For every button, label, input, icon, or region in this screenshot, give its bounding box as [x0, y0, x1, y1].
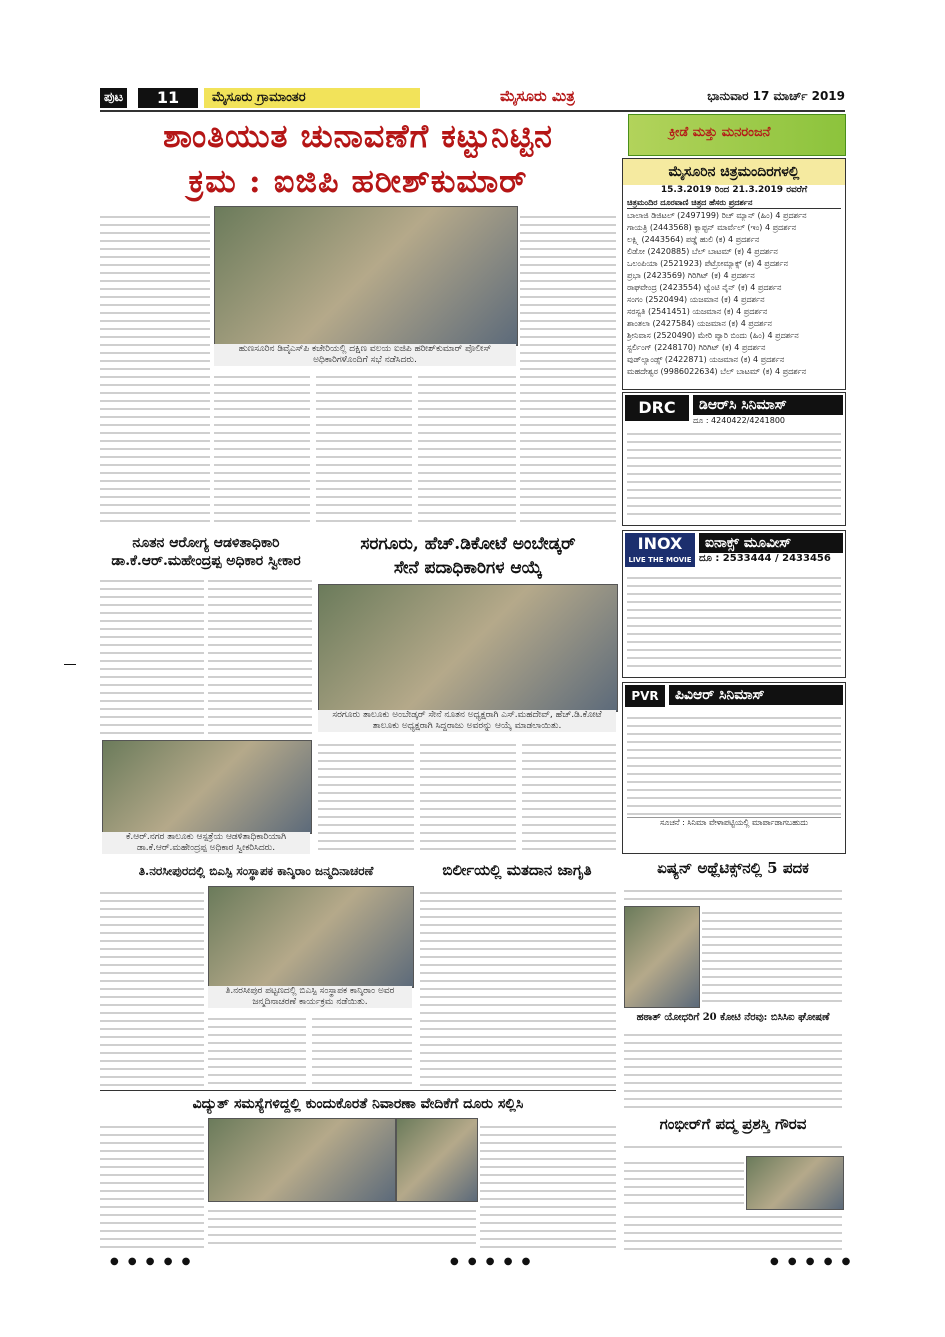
cinema-row: ಶಾಂತಲಾ (2427584) ಯಜಮಾನ (ಕ) 4 ಪ್ರದರ್ಶನ: [627, 319, 772, 328]
kanshiram-column-2: [208, 1012, 306, 1086]
electricity-column-3: [480, 1120, 616, 1250]
inox-logo: [625, 533, 695, 567]
health-officer-headline-line1: ನೂತನ ಆರೋಗ್ಯ ಆಡಳಿತಾಧಿಕಾರಿ: [132, 535, 280, 551]
margin-mark: [64, 664, 76, 665]
asian-athletics-text: [702, 906, 842, 1006]
gambhir-text-1: [624, 1156, 744, 1208]
drc-showtimes: [627, 427, 841, 521]
drc-title: ಡಿಆರ್‌ಸಿ ಸಿನಿಮಾಸ್: [693, 395, 843, 415]
cinema-row: ಗಾಯತ್ರಿ (2443568) ಕ್ಯಾಪ್ಟನ್ ಮಾರ್ವೆಲ್ (ಇಂ) 4 ಪ್ರದರ್ಶನ: [627, 223, 797, 232]
section-name: ಮೈಸೂರು ಗ್ರಾಮಾಂತರ: [204, 88, 420, 108]
cinema-title: ಮೈಸೂರಿನ ಚಿತ್ರಮಂದಿರಗಳಲ್ಲಿ: [623, 159, 845, 185]
electricity-column-1: [100, 1120, 204, 1250]
issue-date: ಭಾನುವಾರ 17 ಮಾರ್ಚ್ 2019: [707, 89, 845, 103]
voting-story-text: [420, 886, 616, 1086]
lead-headline: [100, 114, 616, 204]
hatath-text: [624, 1028, 842, 1108]
ambedkar-column-1: [318, 738, 414, 850]
lead-headline-line1: ಶಾಂತಿಯುತ ಚುನಾವಣೆಗೆ ಕಟ್ಟುನಿಟ್ಟಿನ: [163, 117, 553, 155]
ambedkar-photo: [318, 584, 618, 712]
cinema-row: ಸಂಗಂ (2520494) ಯಜಮಾನ (ಕ) 4 ಪ್ರದರ್ಶನ: [627, 295, 765, 304]
lead-story-column-2: [214, 370, 310, 528]
hatath-headline: ಹಠಾತ್ ಯೋಧರಿಗೆ 20 ಕೋಟಿ ನೆರವು: ಬಿಸಿಸಿಐ ಘೋಷಣೆ: [636, 1012, 830, 1023]
ambedkar-caption: ಸರಗೂರು ತಾಲೂಕು ಅಂಬೇಡ್ಕರ್ ಸೇನೆ ನೂತನ ಅಧ್ಯಕ್ಷರಾಗಿ ಎಸ್.ಮಹದೇವ್, ಹೆಚ್.ಡಿ.ಕೋಟೆ ತಾಲೂಕು ಅಧ್ಯಕ್ಷರಾಗಿ ಸಿದ್ದರಾಜು ಅವರನ್ನು ಆಯ್ಕೆ ಮಾಡಲಾಯಿತು.: [318, 710, 616, 732]
cinema-row: ಶ್ರೀನಿವಾಸ (2520490) ಮೇರಿ ಪ್ಯಾರಿ ಬಿಂದು (ಹಿಂ) 4 ಪ್ರದರ್ಶನ: [627, 331, 799, 340]
gambhir-photo: [746, 1156, 844, 1210]
cinema-row: ವುಡ್‌ಲ್ಯಾಂಡ್ಸ್ (2422871) ಯಜಮಾನ (ಕ) 4 ಪ್ರದರ್ಶನ: [627, 355, 785, 364]
masthead-logo: ಮೈಸೂರು ಮಿತ್ರ: [500, 87, 575, 105]
inox-box: [622, 530, 846, 678]
ambedkar-column-2: [420, 738, 516, 850]
ambedkar-column-3: [522, 738, 616, 850]
asian-athletics-headline: ಏಷ್ಯನ್ ಅಥ್ಲೆಟಿಕ್ಸ್‌ನಲ್ಲಿ 5 ಪದಕ: [657, 859, 809, 877]
kanshiram-column-3: [312, 1012, 412, 1086]
health-officer-column-1: [100, 574, 204, 736]
kanshiram-column-1: [100, 886, 204, 1086]
gambhir-text-2: [624, 1210, 842, 1250]
cinema-column-headers: ಚಿತ್ರಮಂದಿರ ದೂರವಾಣಿ ಚಿತ್ರದ ಹೆಸರು ಪ್ರದರ್ಶನ: [627, 198, 841, 209]
inox-logo-text: INOX: [637, 534, 683, 553]
ambedkar-headline: [318, 532, 618, 580]
health-officer-column-2: [208, 574, 312, 736]
lead-story-column-3b: [418, 370, 516, 528]
lead-story-caption: ಹುಣಸೂರಿನ ಡಿವೈಎಸ್‌ಪಿ ಕಚೇರಿಯಲ್ಲಿ ದಕ್ಷಿಣ ವಲಯ ಐಜಿಪಿ ಹರೀಶ್‌ಕುಮಾರ್ ಪೊಲೀಸ್ ಅಧಿಕಾರಿಗಳೊಂದಿಗೆ ಸಭೆ ನಡೆಸಿದರು.: [214, 344, 516, 366]
header-rule: [100, 110, 845, 112]
inox-phone: ದೂ : 2533444 / 2433456: [699, 553, 831, 564]
gambhir-headline: ಗಂಭೀರ್‌ಗೆ ಪದ್ಮ ಪ್ರಶಸ್ತಿ ಗೌರವ: [659, 1115, 807, 1133]
kanshiram-photo: [208, 886, 414, 988]
page-number: 11: [138, 88, 198, 108]
health-officer-headline-line2: ಡಾ.ಕೆ.ಆರ್.ಮಹೇಂದ್ರಪ್ಪ ಅಧಿಕಾರ ಸ್ವೀಕಾರ: [111, 553, 301, 569]
lead-story-photo: [214, 206, 518, 346]
cinema-date-range: 15.3.2019 ರಿಂದ 21.3.2019 ರವರೆಗೆ: [660, 185, 808, 195]
electricity-photo-right: [396, 1118, 478, 1202]
sports-banner: [628, 114, 846, 156]
cinema-row: ರಾಘವೇಂದ್ರ (2423554) ಟ್ವೆಂಟಿ ನೈನ್ (ಕ) 4 ಪ್ರದರ್ಶನ: [627, 283, 782, 292]
pvr-logo: PVR: [625, 685, 665, 707]
cinema-row: ಸರಸ್ವತಿ (2541451) ಯಜಮಾನ (ಕ) 4 ಪ್ರದರ್ಶನ: [627, 307, 768, 316]
health-officer-photo: [102, 740, 312, 834]
kanshiram-headline: ತಿ.ನರಸೀಪುರದಲ್ಲಿ ಬಿಎಸ್ಪಿ ಸಂಸ್ಥಾಪಕ ಕಾನ್ಶಿರಾಂ ಜನ್ಮದಿನಾಚರಣೆ: [138, 864, 374, 878]
cinema-row: ಒಲಂಪಿಯಾ (2521923) ಪೆಟ್ರೋಮ್ಯಾಕ್ಸ್ (ಕ) 4 ಪ್ರದರ್ಶನ: [627, 259, 789, 268]
drc-logo: DRC: [625, 395, 689, 421]
ambedkar-headline-line2: ಸೇನೆ ಪದಾಧಿಕಾರಿಗಳ ಆಯ್ಕೆ: [393, 558, 543, 578]
cinema-row: ಲಕ್ಷ್ಮಿ (2443564) ಪಡ್ಡೆ ಹುಲಿ (ಕ) 4 ಪ್ರದರ್ಶನ: [627, 235, 760, 244]
health-officer-headline: [100, 534, 312, 570]
cinema-listing-box: [622, 158, 846, 390]
lead-story-column-1: [100, 210, 210, 528]
cinema-row: ಪ್ರಭಾ (2423569) ಗಿರಿಗಿಟ್ (ಕ) 4 ಪ್ರದರ್ಶನ: [627, 271, 755, 280]
asian-athletics-photo: [624, 906, 700, 1008]
pvr-title: ಪಿವಿಆರ್ ಸಿನಿಮಾಸ್: [669, 685, 843, 705]
drc-cinemas-box: [622, 392, 846, 526]
page-label: ಪುಟ: [100, 88, 127, 108]
lead-story-column-3a: [316, 370, 412, 528]
cinema-row: ಬಾಲಾಜಿ ಡಿಜಿಟಲ್ (2497199) ರಿಚ್ ಮ್ಯಾನ್ (ಹಿಂ) 4 ಪ್ರದರ್ಶನ: [627, 211, 807, 220]
electricity-top-rule: [100, 1090, 616, 1091]
inox-tagline: LIVE THE MOVIE: [628, 556, 692, 564]
voting-headline: ಬಿರ್ಲೀಯಲ್ಲಿ ಮತದಾನ ಜಾಗೃತಿ: [442, 861, 592, 879]
electricity-headline: ವಿದ್ಯುತ್ ಸಮಸ್ಯೆಗಳಿದ್ದಲ್ಲಿ ಕುಂದುಕೊರತೆ ನಿವಾರಣಾ ವೇದಿಕೆಗೆ ದೂರು ಸಲ್ಲಿಸಿ: [192, 1096, 524, 1112]
asian-athletics-intro: [624, 884, 842, 904]
cinema-row: ಮಹದೇಶ್ವರ (9986022634) ಬೆಲ್ ಬಾಟಮ್ (ಕ) 4 ಪ್ರದರ್ಶನ: [627, 367, 807, 376]
lead-story-column-4: [520, 210, 616, 528]
ambedkar-headline-line1: ಸರಗೂರು, ಹೆಚ್.ಡಿಕೋಟೆ ಅಂಬೇಡ್ಕರ್: [360, 534, 576, 554]
cinema-row: ಸ್ಟರ್ಲಿಂಗ್ (2248170) ಗಿರಿಗಿಟ್ (ಕ) 4 ಪ್ರದರ್ಶನ: [627, 343, 766, 352]
inox-title: ಐನಾಕ್ಸ್ ಮೂವೀಸ್: [699, 533, 843, 553]
registration-marks-right: ● ● ● ● ●: [770, 1256, 854, 1267]
pvr-box: [622, 682, 846, 854]
cinema-row: ಲಿಡೋ (2420885) ಬೆಲ್ ಬಾಟಮ್ (ಕ) 4 ಪ್ರದರ್ಶನ: [627, 247, 778, 256]
pvr-showtimes: [627, 711, 841, 815]
electricity-column-2: [208, 1204, 476, 1250]
electricity-photo-left: [208, 1118, 396, 1202]
registration-marks-center: ● ● ● ● ●: [450, 1256, 534, 1267]
sports-banner-label: ಕ್ರೀಡೆ ಮತ್ತು ಮನರಂಜನೆ: [669, 125, 771, 140]
gambhir-intro: [624, 1140, 842, 1154]
page-header: [100, 88, 845, 110]
lead-headline-line2: ಕ್ರಮ : ಐಜಿಪಿ ಹರೀಶ್‌ಕುಮಾರ್: [188, 162, 528, 200]
pvr-note: ಸೂಚನೆ : ಸಿನಿಮಾ ವೇಳಾಪಟ್ಟಿಯಲ್ಲಿ ಮಾರ್ಪಾಡಾಗಬಹುದು: [627, 817, 841, 850]
inox-showtimes: [627, 571, 841, 673]
drc-phone: ದೂ : 4240422/4241800: [693, 416, 786, 425]
kanshiram-caption: ತಿ.ನರಸೀಪುರ ಪಟ್ಟಣದಲ್ಲಿ ಬಿಎಸ್ಪಿ ಸಂಸ್ಥಾಪಕ ಕಾನ್ಶಿರಾಂ ಅವರ ಜನ್ಮದಿನಾಚರಣೆ ಕಾರ್ಯಕ್ರಮ ನಡೆಯಿತು.: [208, 986, 412, 1008]
registration-marks-left: ● ● ● ● ●: [110, 1256, 194, 1267]
health-officer-caption: ಕೆ.ಆರ್.ನಗರ ತಾಲೂಕು ಆಸ್ಪತ್ರೆಯ ಆಡಳಿತಾಧಿಕಾರಿಯಾಗಿ ಡಾ.ಕೆ.ಆರ್.ಮಹೇಂದ್ರಪ್ಪ ಅಧಿಕಾರ ಸ್ವೀಕರಿಸಿದರು.: [102, 832, 310, 854]
